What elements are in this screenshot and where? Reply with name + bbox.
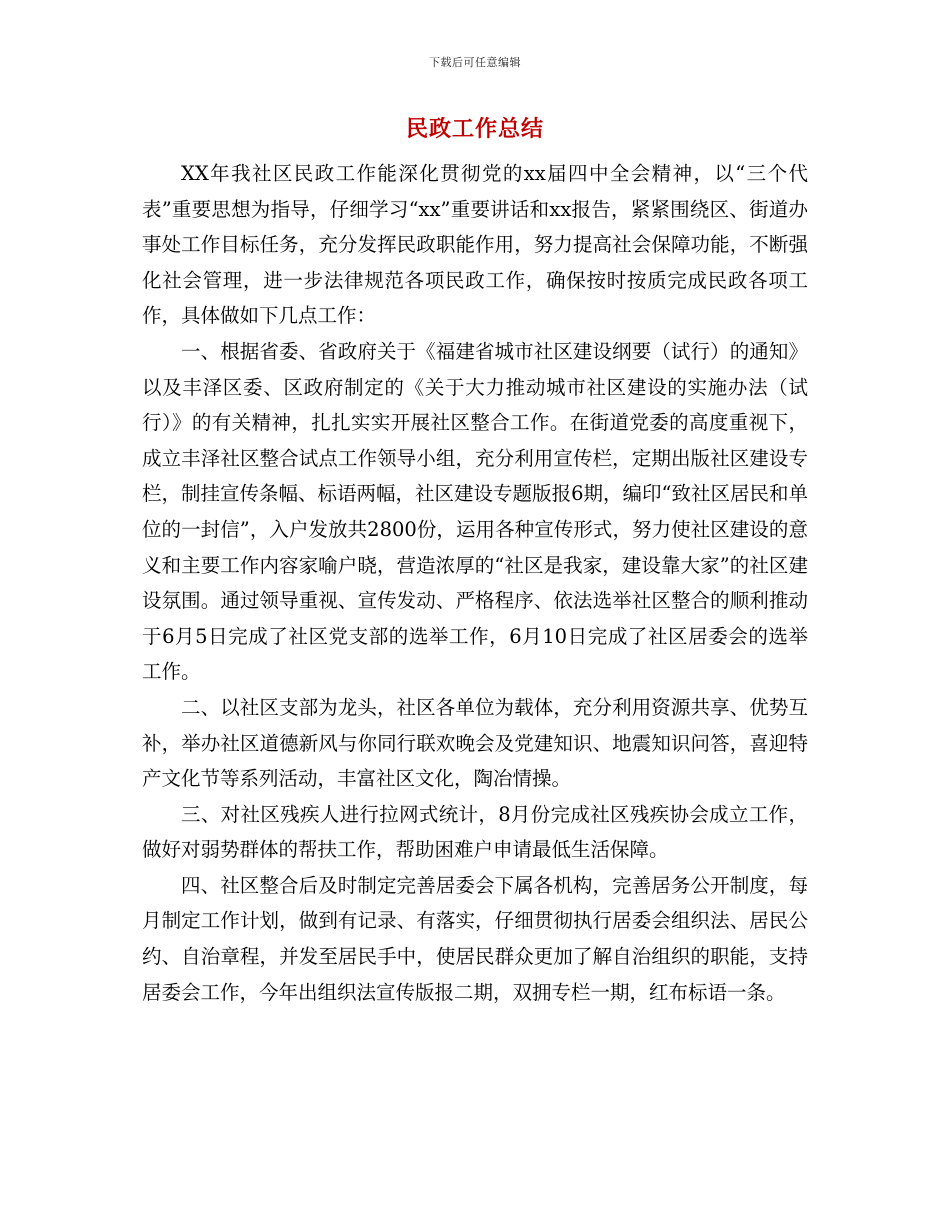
header-note: 下载后可任意编辑 [429, 56, 521, 69]
paragraph-section-4: 四、社区整合后及时制定完善居委会下属各机构，完善居务公开制度，每月制定工作计划，做到有记录、有落实，仔细贯彻执行居委会组织法、居民公约、自治章程，并发至居民手中，使居民群众更加了解自治组织的职能，支持居委会工作，今年出组织法宣传版报二期，双拥专栏一期，红布标语一条。 [142, 873, 808, 1004]
paragraph-section-3: 三、对社区残疾人进行拉网式统计，8月份完成社区残疾协会成立工作，做好对弱势群体的帮扶工作，帮助困难户申请最低生活保障。 [142, 802, 808, 862]
document-title: 民政工作总结 [405, 116, 544, 142]
paragraph-section-1: 一、根据省委、省政府关于《福建省城市社区建设纲要（试行）的通知》以及丰泽区委、区政府制定的《关于大力推动城市社区建设的实施办法（试行）》的有关精神，扎扎实实开展社区整合工作。在街道党委的高度重视下，成立丰泽社区整合试点工作领导小组，充分利用宣传栏，定期出版社区建设专栏，制挂宣传条幅、标语两幅，社区建设专题版报6期，编印“致社区居民和单位的一封信”，入户发放共2800份，运用各种宣传形式，努力使社区建设的意义和主要工作内容家喻户晓，营造浓厚的“社区是我家，建设靠大家”的社区建设氛围。通过领导重视、宣传发动、严格程序、依法选举社区整合的顺利推动于6月5日完成了社区党支部的选举工作，6月10日完成了社区居委会的选举工作。 [142, 339, 808, 684]
paragraph-section-2: 二、以社区支部为龙头，社区各单位为载体，充分利用资源共享、优势互补，举办社区道德新风与你同行联欢晚会及党建知识、地震知识问答，喜迎特产文化节等系列活动，丰富社区文化，陶冶情操。 [142, 695, 808, 791]
paragraph-intro: XX年我社区民政工作能深化贯彻党的xx届四中全会精神，以“三个代表”重要思想为指导，仔细学习“xx”重要讲话和xx报告，紧紧围绕区、街道办事处工作目标任务，充分发挥民政职能作用，努力提高社会保障功能，不断强化社会管理，进一步法律规范各项民政工作，确保按时按质完成民政各项工作，具体做如下几点工作： [142, 162, 808, 328]
document-body [142, 156, 808, 1010]
